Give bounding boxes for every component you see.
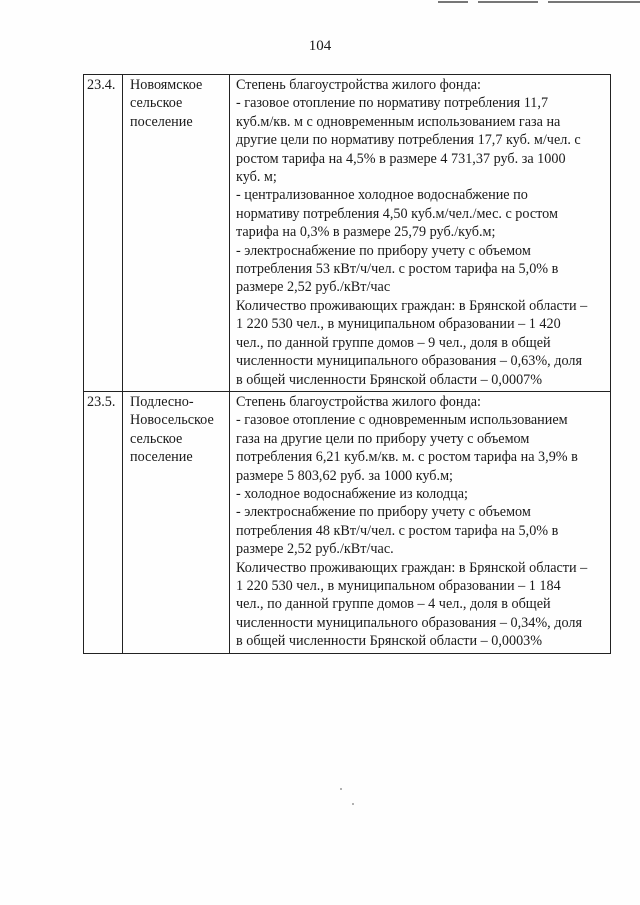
settlement-name — [123, 75, 230, 392]
description-line: куб. м; — [236, 169, 277, 186]
housing-description — [230, 75, 611, 392]
description-line: Степень благоустройства жилого фонда: — [236, 393, 481, 410]
settlement-name-line: сельское — [130, 95, 183, 112]
settlement-name-line: сельское — [130, 430, 183, 447]
description-line: потребления 6,21 куб.м/кв. м. с ростом тарифа на 3,9% в — [236, 449, 578, 466]
description-line: в общей численности Брянской области – 0,0007% — [236, 371, 543, 388]
description-line: 1 220 530 чел., в муниципальном образовании – 1 184 — [236, 577, 561, 594]
housing-description — [230, 391, 611, 653]
description-line: численности муниципального образования – 0,34%, доля — [236, 614, 582, 631]
settlement-name-line: Подлесно- — [130, 393, 194, 410]
row-number: 23.4. — [84, 75, 123, 392]
settlement-name-line: поселение — [130, 449, 193, 466]
description-line: численности муниципального образования – 0,63%, доля — [236, 353, 582, 370]
description-line: - электроснабжение по прибору учету с объемом — [236, 504, 531, 521]
scan-speck — [340, 788, 342, 790]
settlement-name-line: поселение — [130, 113, 193, 130]
description-line: 1 220 530 чел., в муниципальном образовании – 1 420 — [236, 316, 561, 333]
description-line: размере 2,52 руб./кВт/час — [236, 279, 391, 296]
description-line: размере 2,52 руб./кВт/час. — [236, 541, 394, 558]
description-line: потребления 53 кВт/ч/чел. с ростом тарифа на 5,0% в — [236, 261, 559, 278]
table-row — [84, 75, 611, 392]
description-line: Количество проживающих граждан: в Брянской области – — [236, 297, 588, 314]
description-line: тарифа на 0,3% в размере 25,79 руб./куб.м; — [236, 224, 496, 241]
description-line: - газовое отопление с одновременным использованием — [236, 412, 568, 429]
description-line: чел., по данной группе домов – 9 чел., доля в общей — [236, 334, 551, 351]
settlement-name — [123, 391, 230, 653]
page-number: 104 — [308, 38, 332, 54]
description-line: - централизованное холодное водоснабжение по — [236, 187, 528, 204]
settlement-name-line: Новоямское — [130, 77, 203, 93]
description-line: размере 5 803,62 руб. за 1000 куб.м; — [236, 467, 453, 484]
description-line: другие цели по нормативу потребления 17,7 куб. м/чел. с — [236, 132, 581, 149]
table-row — [84, 391, 611, 653]
description-line: Количество проживающих граждан: в Брянской области – — [236, 559, 588, 576]
description-line: газа на другие цели по прибору учету с объемом — [236, 430, 530, 447]
description-line: куб.м/кв. м с одновременным использованием газа на — [236, 113, 561, 130]
description-line: Степень благоустройства жилого фонда: — [236, 77, 481, 93]
description-line: - газовое отопление по нормативу потребления 11,7 — [236, 95, 549, 112]
description-line: - холодное водоснабжение из колодца; — [236, 485, 468, 502]
description-line: потребления 48 кВт/ч/чел. с ростом тарифа на 5,0% в — [236, 522, 559, 539]
row-number: 23.5. — [84, 391, 123, 653]
description-line: в общей численности Брянской области – 0,0003% — [236, 633, 543, 650]
description-line: ростом тарифа на 4,5% в размере 4 731,37 руб. за 1000 — [236, 150, 566, 167]
settlement-name-line: Новосельское — [130, 412, 214, 429]
housing-tariff-table — [83, 74, 611, 654]
scan-edge-marks — [430, 0, 640, 6]
description-line: нормативу потребления 4,50 куб.м/чел./мес. с ростом — [236, 205, 558, 222]
description-line: - электроснабжение по прибору учету с объемом — [236, 242, 531, 259]
description-line: чел., по данной группе домов – 4 чел., доля в общей — [236, 596, 551, 613]
scan-speck — [352, 803, 354, 805]
